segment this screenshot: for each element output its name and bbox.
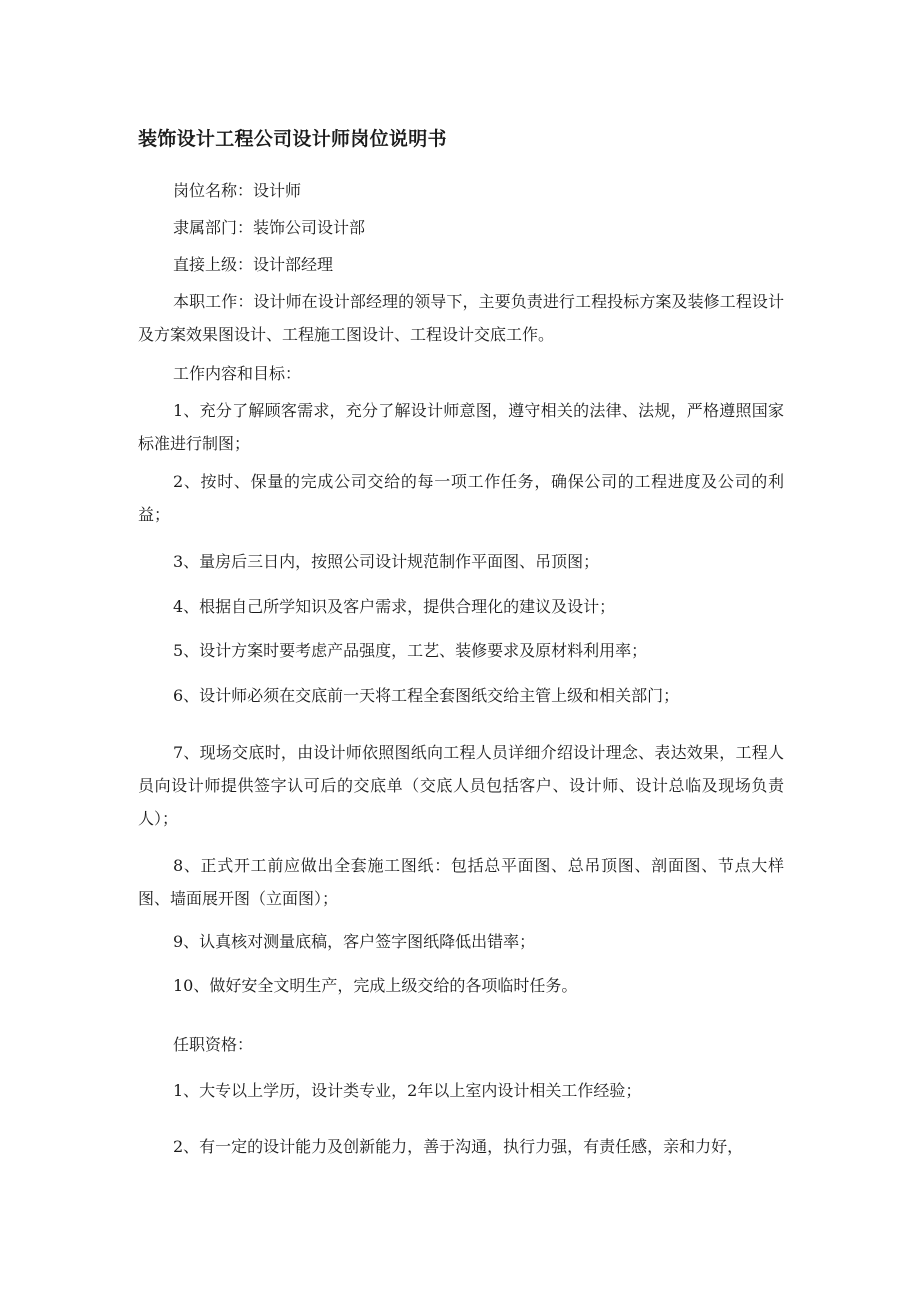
work-item-5: 5、设计方案时要考虑产品强度，工艺、装修要求及原材料利用率；	[173, 641, 648, 660]
document-title: 装饰设计工程公司设计师岗位说明书	[138, 128, 447, 150]
qualification-item-1: 1、大专以上学历，设计类专业，2年以上室内设计相关工作经验；	[173, 1081, 642, 1100]
work-item-2: 2、按时、保量的完成公司交给的每一项工作任务，确保公司的工程进度及公司的利益；	[138, 472, 784, 524]
work-item-8: 8、正式开工前应做出全套施工图纸：包括总平面图、总吊顶图、剖面图、节点大样图、墙面展开图（立面图）；	[138, 856, 784, 908]
work-item-7: 7、现场交底时，由设计师依照图纸向工程人员详细介绍设计理念、表达效果，工程人员向设计师提供签字认可后的交底单（交底人员包括客户、设计师、设计总临及现场负责人）；	[138, 743, 784, 828]
qualification-item-2: 2、有一定的设计能力及创新能力，善于沟通，执行力强，有责任感，亲和力好，	[173, 1137, 744, 1156]
direct-supervisor: 直接上级：设计部经理	[173, 255, 334, 274]
work-item-4: 4、根据自己所学知识及客户需求，提供合理化的建议及设计；	[173, 597, 616, 616]
work-item-10: 10、做好安全文明生产，完成上级交给的各项临时任务。	[173, 976, 578, 995]
work-item-6: 6、设计师必须在交底前一天将工程全套图纸交给主管上级和相关部门；	[173, 686, 680, 705]
department: 隶属部门：装饰公司设计部	[173, 218, 366, 237]
qualification-heading: 任职资格：	[173, 1035, 254, 1054]
work-item-1: 1、充分了解顾客需求，充分了解设计师意图，遵守相关的法律、法规，严格遵照国家标准进行制图；	[138, 401, 784, 453]
position-name: 岗位名称：设计师	[173, 181, 302, 200]
work-item-3: 3、量房后三日内，按照公司设计规范制作平面图、吊顶图；	[173, 552, 600, 571]
job-duty: 本职工作：设计师在设计部经理的领导下，主要负责进行工程投标方案及装修工程设计及方案效果图设计、工程施工图设计、工程设计交底工作。	[138, 292, 784, 344]
work-item-9: 9、认真核对测量底稿，客户签字图纸降低出错率；	[173, 932, 536, 951]
work-content-heading: 工作内容和目标：	[173, 364, 302, 383]
